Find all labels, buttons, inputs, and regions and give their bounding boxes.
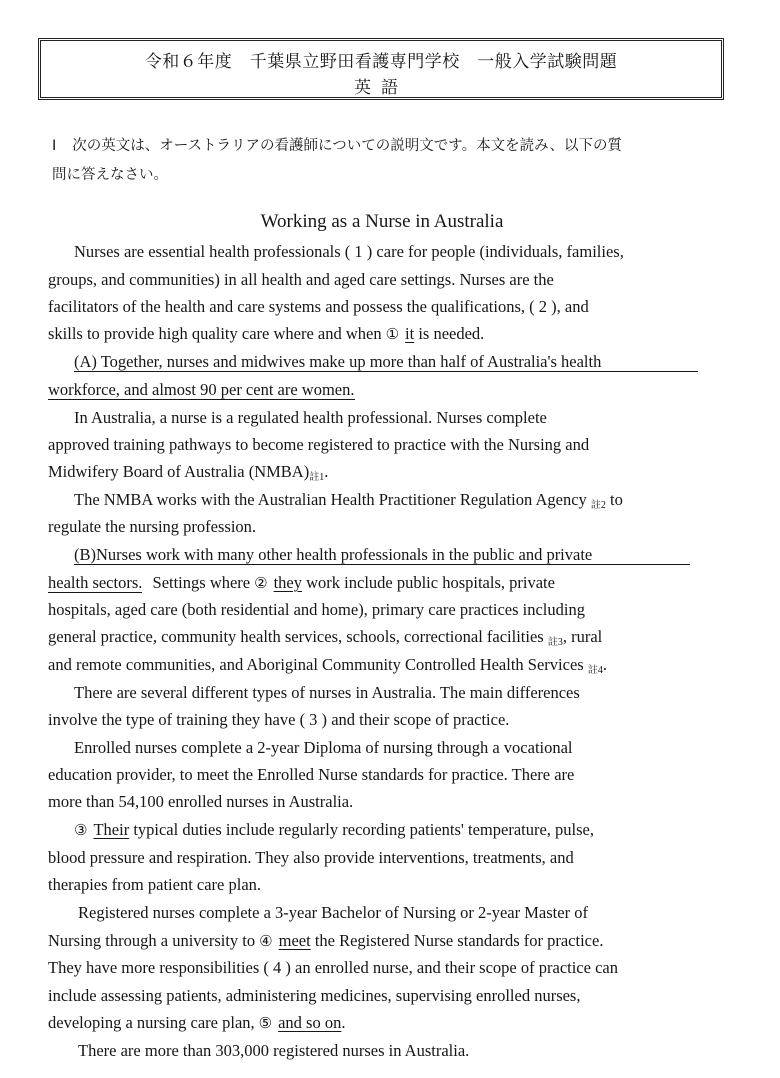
passage-line-b2 bbox=[48, 573, 555, 593]
exam-title: 令和６年度 千葉県立野田看護専門学校 一般入学試験問題 bbox=[144, 52, 618, 72]
marker-5: ⑤ bbox=[258, 1014, 273, 1032]
blank-1: ( 1 ) bbox=[344, 242, 373, 261]
underlined-sentence-a-cont: workforce, and almost 90 per cent are women. bbox=[48, 380, 355, 399]
marker-2: ② bbox=[254, 574, 268, 592]
passage-line: approved training pathways to become registered to practice with the Nursing and bbox=[48, 435, 590, 454]
underlined-sentence-b-cont: health sectors. bbox=[48, 573, 143, 592]
blank-3: ( 3 ) bbox=[299, 710, 328, 729]
passage-line bbox=[74, 490, 623, 511]
text: and their scope of practice. bbox=[331, 710, 510, 729]
text: developing a nursing care plan, bbox=[48, 1013, 255, 1032]
text: . bbox=[341, 1013, 346, 1032]
text: is needed. bbox=[418, 324, 485, 343]
marker-1: ① bbox=[385, 325, 400, 343]
text: typical duties include regularly recording patients' temperature, pulse, bbox=[133, 820, 594, 839]
passage-line bbox=[74, 820, 594, 840]
underlined-word-4: meet bbox=[278, 931, 311, 950]
passage-line: There are more than 303,000 registered nurses in Australia. bbox=[78, 1041, 470, 1060]
text: They have more responsibilities bbox=[48, 958, 260, 977]
text: The NMBA works with the Australian Health Practitioner Regulation Agency bbox=[74, 490, 587, 509]
text: the Registered Nurse standards for practice. bbox=[314, 931, 604, 950]
passage-line bbox=[48, 1013, 345, 1033]
text: work include public hospitals, private bbox=[306, 573, 555, 592]
underlined-sentence-b: (B)Nurses work with many other health professionals in the public and private bbox=[74, 546, 690, 565]
passage-line bbox=[48, 297, 589, 317]
text: care for people (individuals, families, bbox=[376, 242, 624, 261]
marker-4: ④ bbox=[259, 932, 273, 950]
passage-line-b1 bbox=[74, 545, 690, 565]
marker-3: ③ bbox=[74, 821, 88, 839]
passage-line bbox=[48, 931, 603, 951]
underlined-word-5: and so on bbox=[278, 1013, 342, 1032]
passage-line: There are several different types of nurses in Australia. The main differences bbox=[74, 683, 580, 702]
passage-line bbox=[48, 462, 328, 483]
question-number: Ⅰ bbox=[52, 138, 57, 154]
passage-line bbox=[48, 655, 607, 676]
passage-line-a1 bbox=[74, 352, 698, 372]
underlined-word-1: it bbox=[405, 324, 415, 343]
passage-title: Working as a Nurse in Australia bbox=[260, 211, 504, 232]
passage-line: Enrolled nurses complete a 2-year Diploma of nursing through a vocational bbox=[74, 738, 573, 757]
text: . bbox=[602, 655, 607, 674]
text: involve the type of training they have bbox=[48, 710, 296, 729]
passage-line: groups, and communities) in all health and aged care settings. Nurses are the bbox=[48, 270, 554, 289]
footnote-ref-1: 註1 bbox=[309, 472, 325, 483]
passage-line: Registered nurses complete a 3-year Bachelor of Nursing or 2-year Master of bbox=[78, 903, 588, 922]
blank-4: ( 4 ) bbox=[263, 958, 291, 977]
underlined-word-2: they bbox=[273, 573, 302, 592]
text: Nurses are essential health professionals bbox=[74, 242, 341, 261]
text: to bbox=[610, 490, 623, 509]
passage-line: regulate the nursing profession. bbox=[48, 517, 257, 536]
passage-line bbox=[48, 627, 602, 648]
text: Settings where bbox=[152, 573, 251, 592]
underlined-sentence-a: (A) Together, nurses and midwives make up more than half of Australia's health bbox=[74, 353, 698, 372]
text: an enrolled nurse, and their scope of practice can bbox=[295, 958, 618, 977]
passage-line: blood pressure and respiration. They also provide interventions, treatments, and bbox=[48, 848, 574, 867]
passage-line-a2 bbox=[48, 380, 355, 400]
question-intro-line-2 bbox=[52, 163, 732, 184]
footnote-ref-4: 註4 bbox=[587, 665, 603, 676]
passage-line bbox=[74, 242, 624, 262]
text: , rural bbox=[562, 627, 603, 646]
text: Midwifery Board of Australia (NMBA) bbox=[48, 462, 310, 481]
text: and remote communities, and Aboriginal Community Controlled Health Services bbox=[48, 655, 584, 674]
passage-line: therapies from patient care plan. bbox=[48, 875, 262, 894]
text: , and bbox=[556, 297, 589, 316]
passage-line: hospitals, aged care (both residential and home), primary care practices including bbox=[48, 600, 585, 619]
question-intro-line-1 bbox=[52, 134, 732, 155]
text: skills to provide high quality care where and when bbox=[48, 324, 382, 343]
text: general practice, community health services, schools, correctional facilities bbox=[48, 627, 544, 646]
question-intro-text-1: 次の英文は、オーストラリアの看護師についての説明文です。本文を読み、以下の質 bbox=[72, 138, 622, 154]
text: facilitators of the health and care systems and possess the qualifications, bbox=[48, 297, 525, 316]
text: . bbox=[324, 462, 329, 481]
passage-line: education provider, to meet the Enrolled Nurse standards for practice. There are bbox=[48, 765, 575, 784]
footnote-ref-3: 註3 bbox=[547, 637, 563, 648]
question-intro-text-2: 問に答えなさい。 bbox=[52, 167, 168, 183]
blank-2: ( 2 ) bbox=[529, 297, 557, 316]
exam-subject: 英語 bbox=[354, 78, 408, 98]
underlined-word-3: Their bbox=[93, 820, 130, 839]
passage-line bbox=[48, 710, 509, 730]
passage-line: In Australia, a nurse is a regulated health professional. Nurses complete bbox=[74, 408, 547, 427]
passage-line: include assessing patients, administering medicines, supervising enrolled nurses, bbox=[48, 986, 581, 1005]
passage-line bbox=[48, 958, 618, 978]
passage-line bbox=[48, 324, 484, 344]
passage-line: more than 54,100 enrolled nurses in Australia. bbox=[48, 792, 354, 811]
footnote-ref-2: 註2 bbox=[590, 500, 606, 511]
exam-header-box bbox=[38, 38, 724, 100]
text: Nursing through a university to bbox=[48, 931, 256, 950]
